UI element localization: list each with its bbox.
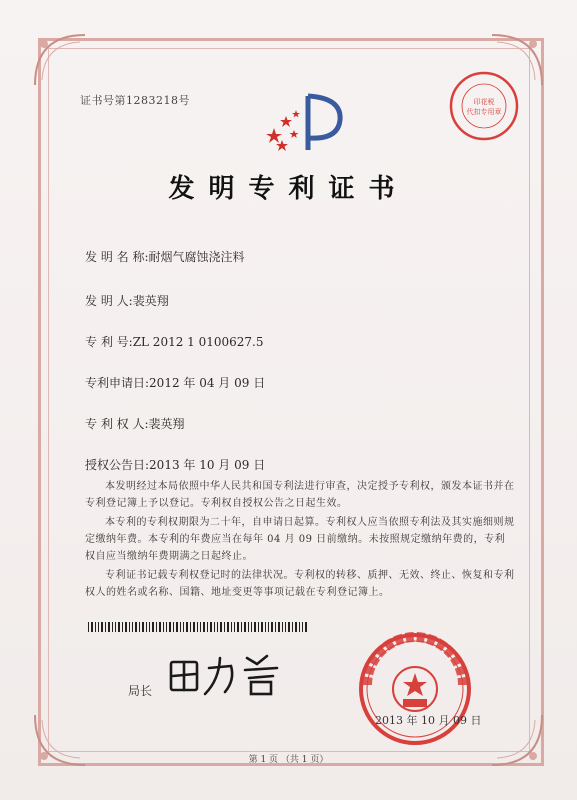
field-application-date: 专利申请日:2012 年 04 月 09 日 [85, 376, 266, 390]
field-inventor: 发 明 人:裴英翔 [85, 294, 169, 308]
svg-text:印花税: 印花税 [473, 98, 495, 106]
director-signature-icon [165, 650, 295, 700]
field-patent-number: 专 利 号:ZL 2012 1 0100627.5 [85, 335, 264, 349]
body-paragraph: 本专利的专利权期限为二十年，自申请日起算。专利权人应当依照专利法及其实施细则规定缴纳年费。本专利的年费应当在每年 04 月 09 日前缴纳。未按照规定缴纳年费的，专利权自应当缴纳年费期满之日起终止。 [85, 517, 515, 562]
issue-date: 2013 年 10 月 09 日 [375, 714, 482, 727]
field-grant-date: 授权公告日:2013 年 10 月 09 日 [85, 458, 266, 472]
patent-office-logo-icon [260, 88, 350, 158]
svg-text:代扣专用章: 代扣专用章 [466, 108, 502, 116]
page-title: 发明专利证书 [168, 174, 409, 204]
tax-stamp-seal-icon [448, 70, 520, 142]
page-number: 第 1 页 （共 1 页） [248, 755, 329, 765]
field-patentee: 专 利 权 人:裴英翔 [85, 417, 185, 431]
director-title: 局长 [128, 684, 153, 698]
corner-ornament-top-left [30, 30, 90, 90]
body-paragraph: 本发明经过本局依照中华人民共和国专利法进行审查，决定授予专利权，颁发本证书并在专利登记簿上予以登记。专利权自授权公告之日起生效。 [85, 481, 515, 509]
field-invention-name: 发 明 名 称:耐烟气腐蚀浇注料 [85, 250, 245, 264]
certificate-body-text [85, 478, 515, 601]
body-paragraph: 专利证书记载专利权登记时的法律状况。专利权的转移、质押、无效、终止、恢复和专利权人的姓名或名称、国籍、地址变更等事项记载在专利登记簿上。 [85, 570, 515, 598]
barcode [88, 622, 308, 632]
certificate-number: 证书号第1283218号 [80, 94, 190, 107]
